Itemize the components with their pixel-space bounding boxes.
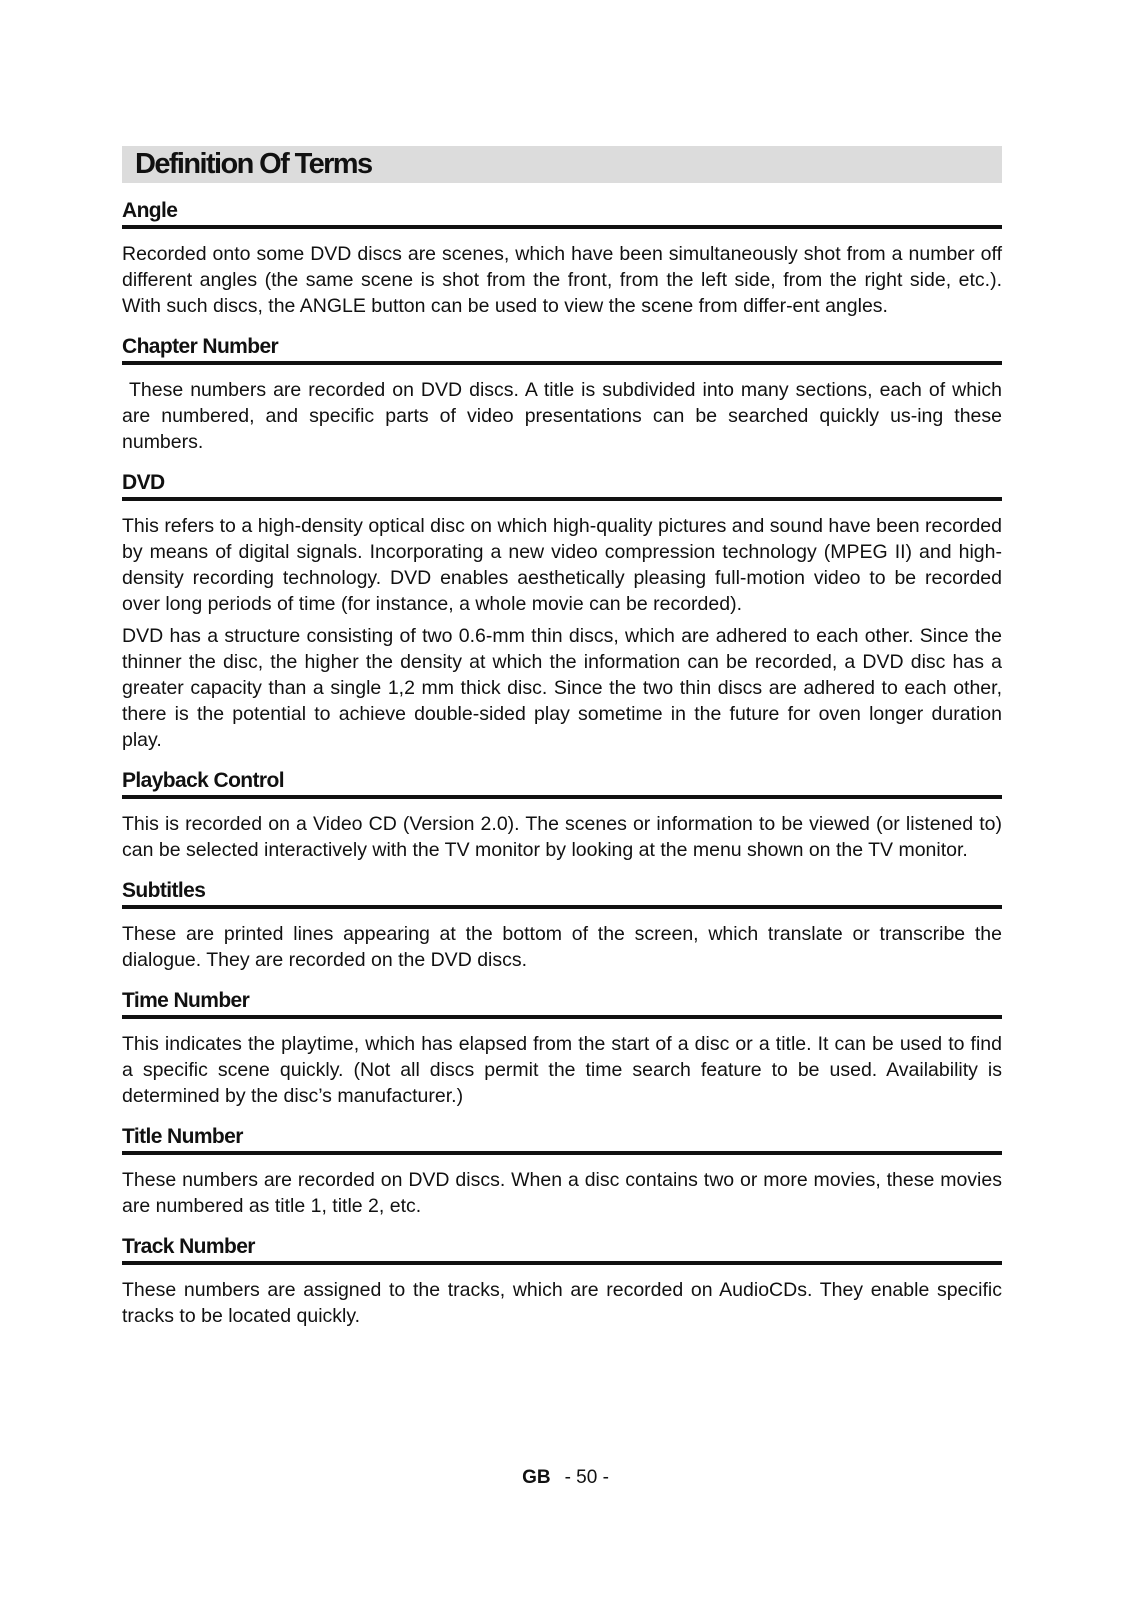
section-heading: Chapter Number <box>122 335 1002 365</box>
section-time-number <box>122 989 1002 1109</box>
footer-region-label: GB <box>522 1467 551 1488</box>
section-heading: DVD <box>122 471 1002 501</box>
page-number: - 50 - <box>564 1467 609 1488</box>
section-subtitles <box>122 879 1002 973</box>
section-heading: Track Number <box>122 1235 1002 1265</box>
section-paragraph: These are printed lines appearing at the bottom of the screen, which translate or transcribe the dialogue. They are recorded on the DVD discs. <box>122 923 1002 971</box>
section-angle <box>122 199 1002 319</box>
section-paragraph: DVD has a structure consisting of two 0.6-mm thin discs, which are adhered to each other. Since the thinner the disc, the higher the density at which the information can be recorded, a DVD disc has a greater capacity than a single 1,2 mm thick disc. Since the two thin discs are adhered to each other, there is the potential to achieve double-sided play sometime in the future for oven longer duration play. <box>122 625 1002 751</box>
section-chapter-number <box>122 335 1002 455</box>
section-paragraph: This refers to a high-density optical disc on which high-quality pictures and sound have been recorded by means of digital signals. Incorporating a new video compression technology (MPEG II) and high-density recording technology. DVD enables aesthetically pleasing full-motion video to be recorded over long periods of time (for instance, a whole movie can be recorded). <box>122 515 1002 615</box>
section-paragraph: This indicates the playtime, which has elapsed from the start of a disc or a title. It can be used to find a specific scene quickly. (Not all discs permit the time search feature to be used. Availability is determined by the disc’s manufacturer.) <box>122 1033 1002 1107</box>
section-paragraph: This is recorded on a Video CD (Version 2.0). The scenes or information to be viewed (or listened to) can be selected interactively with the TV monitor by looking at the menu shown on the TV monitor. <box>122 813 1002 861</box>
section-title-number <box>122 1125 1002 1219</box>
section-heading: Time Number <box>122 989 1002 1019</box>
section-paragraph: These numbers are recorded on DVD discs. When a disc contains two or more movies, these movies are numbered as title 1, title 2, etc. <box>122 1169 1002 1217</box>
page-footer <box>0 1466 1131 1490</box>
section-track-number <box>122 1235 1002 1329</box>
section-heading: Playback Control <box>122 769 1002 799</box>
section-heading: Title Number <box>122 1125 1002 1155</box>
section-playback-control <box>122 769 1002 863</box>
section-dvd <box>122 471 1002 753</box>
section-paragraph: These numbers are recorded on DVD discs. A title is subdivided into many sections, each of which are numbered, and specific parts of video presentations can be searched quickly us-ing these numbers. <box>122 379 1002 453</box>
section-heading: Subtitles <box>122 879 1002 909</box>
page-title: Definition Of Terms <box>135 148 372 180</box>
page-title-bar <box>122 146 1002 183</box>
document-page <box>122 146 1002 1329</box>
section-paragraph: These numbers are assigned to the tracks, which are recorded on AudioCDs. They enable specific tracks to be located quickly. <box>122 1279 1002 1327</box>
section-heading: Angle <box>122 199 1002 229</box>
section-paragraph: Recorded onto some DVD discs are scenes, which have been simultaneously shot from a number off different angles (the same scene is shot from the front, from the left side, from the right side, etc.). With such discs, the ANGLE button can be used to view the scene from differ-ent angles. <box>122 243 1002 317</box>
